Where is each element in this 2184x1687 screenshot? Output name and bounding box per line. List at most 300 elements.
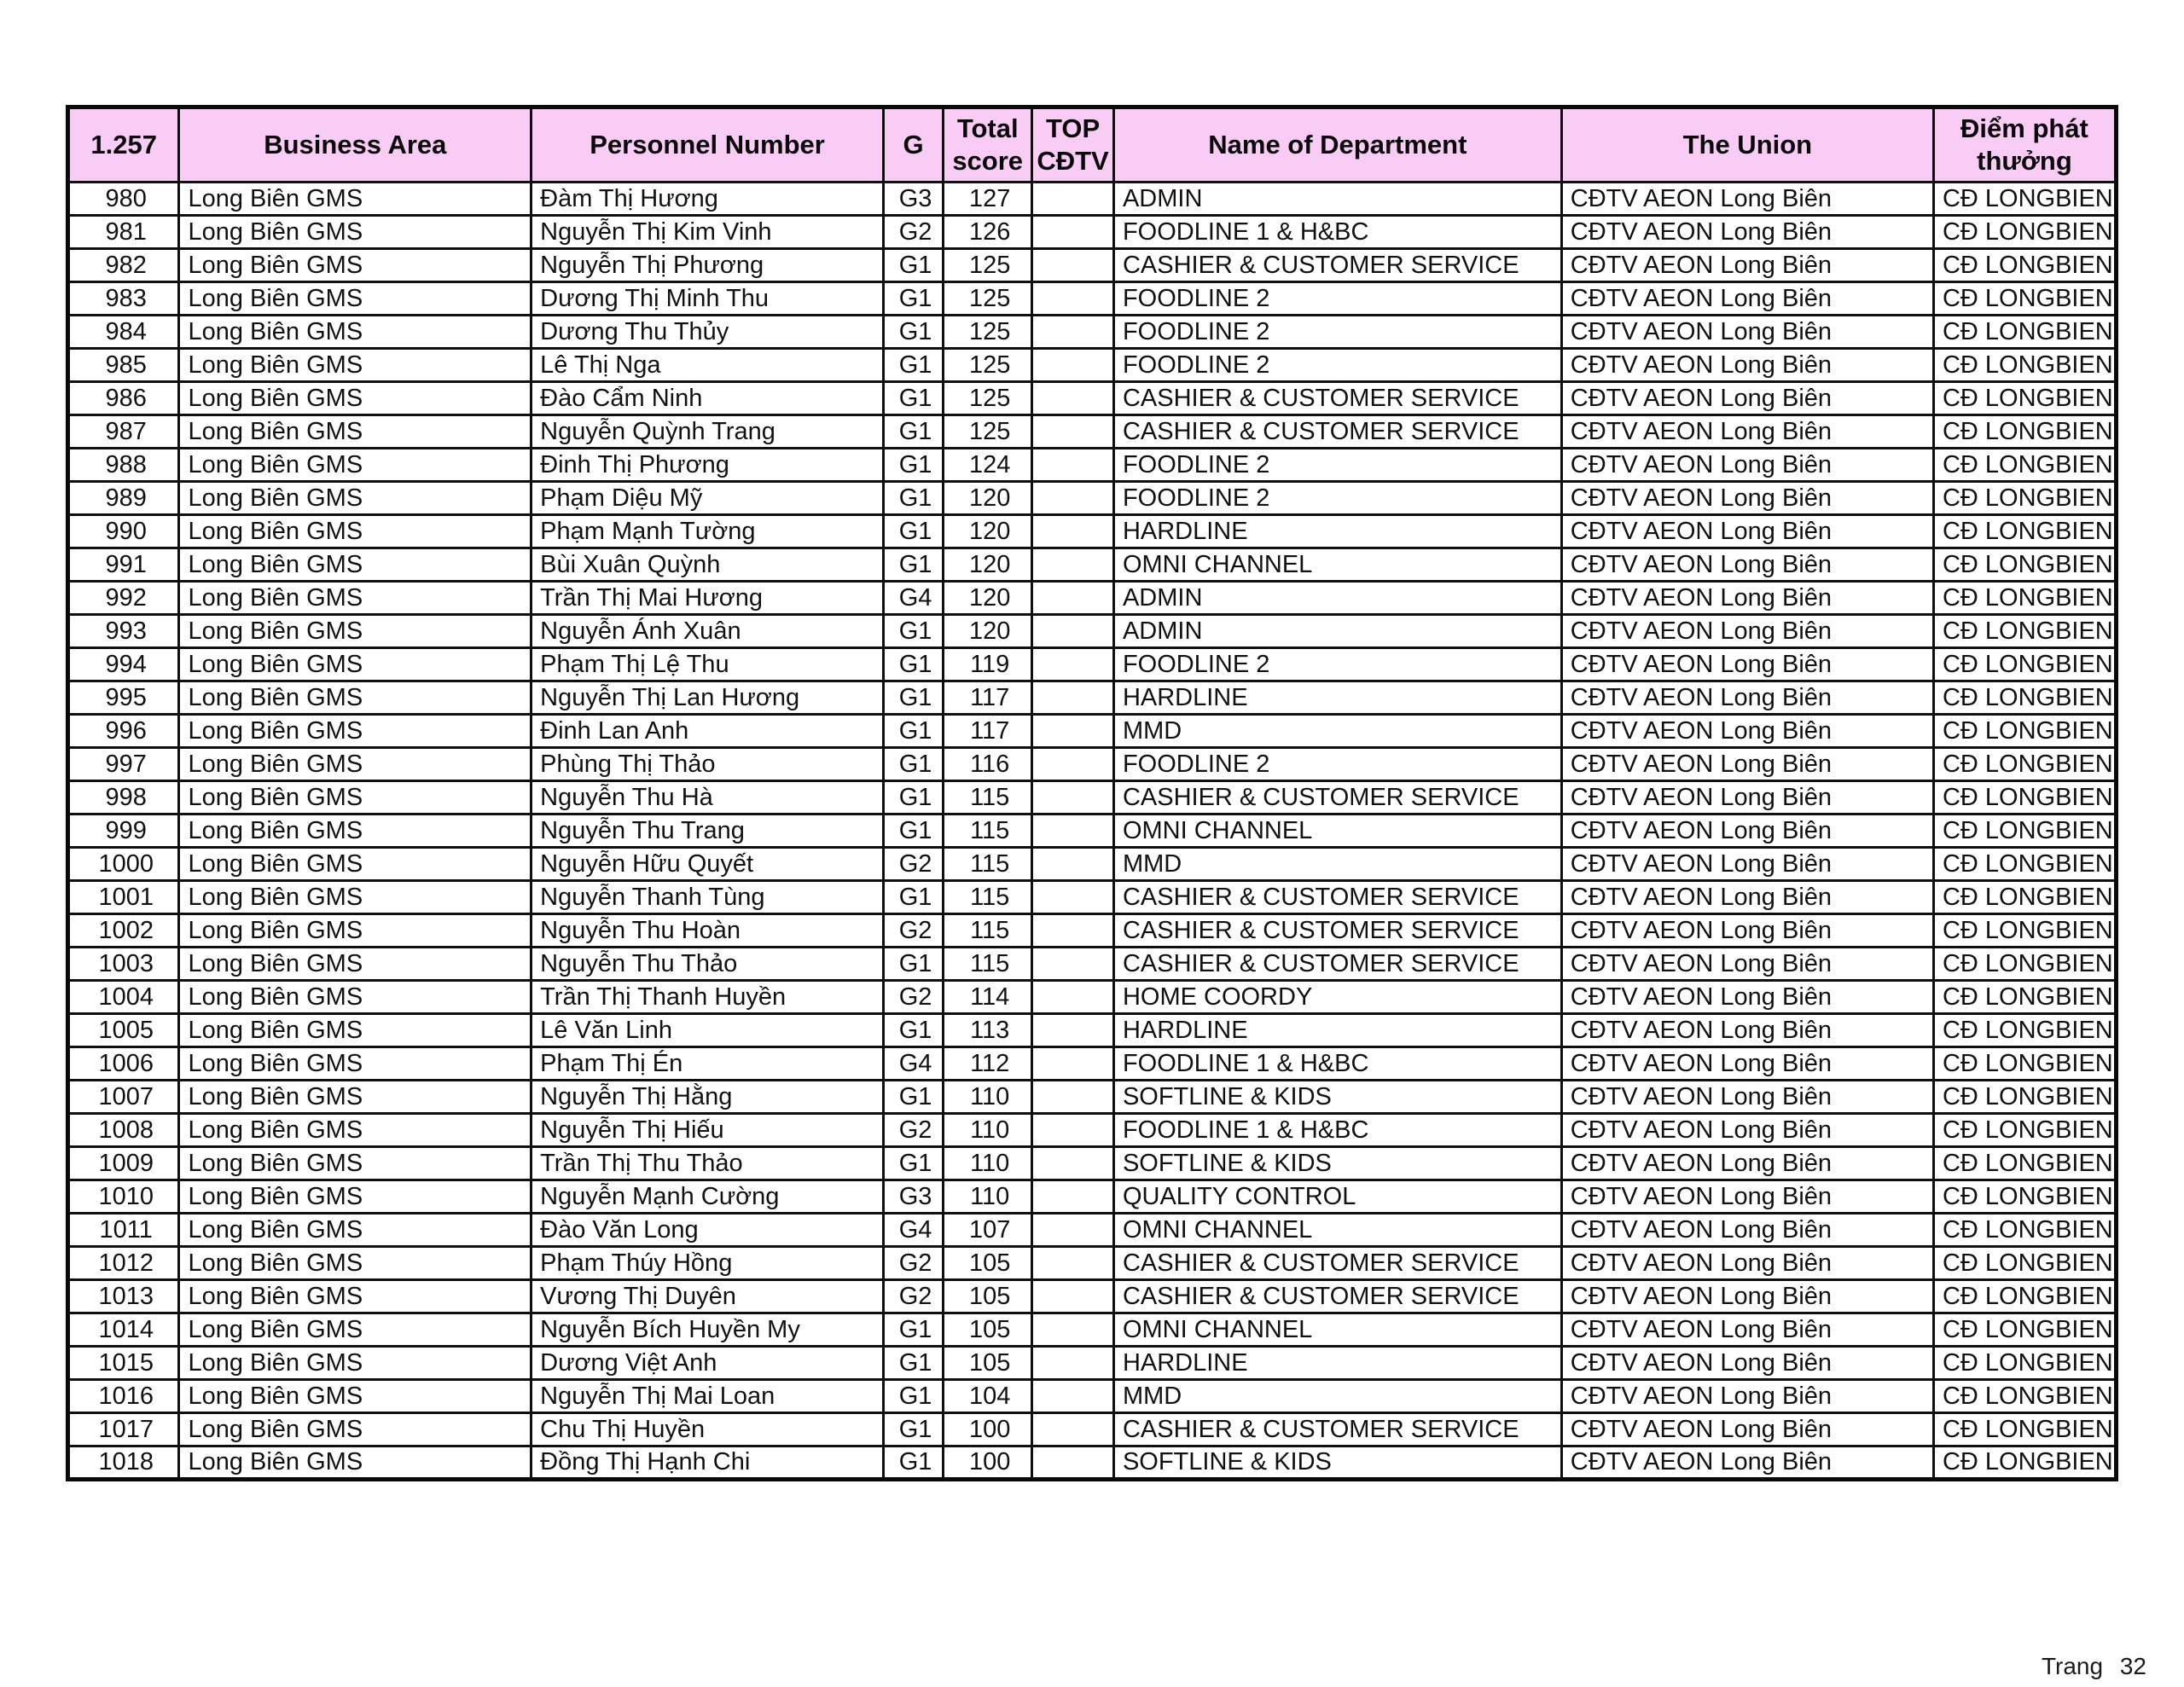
cell-personnel-name: Nguyễn Hữu Quyết	[531, 848, 884, 881]
cell-grade: G1	[883, 881, 943, 914]
cell-business-area: Long Biên GMS	[179, 1180, 531, 1214]
cell-top-cdtv	[1032, 1280, 1114, 1313]
cell-total-score: 114	[944, 981, 1032, 1014]
cell-row-number: 1004	[68, 981, 179, 1014]
cell-union: CĐTV AEON Long Biên	[1561, 1313, 1933, 1347]
cell-union: CĐTV AEON Long Biên	[1561, 249, 1933, 282]
cell-department: FOODLINE 1 & H&BC	[1113, 1047, 1561, 1081]
cell-diem-phat-thuong: CĐ LONGBIEN	[1933, 1214, 2116, 1247]
cell-department: HOME COORDY	[1113, 981, 1561, 1014]
cell-diem-phat-thuong: CĐ LONGBIEN	[1933, 1147, 2116, 1180]
cell-row-number: 1010	[68, 1180, 179, 1214]
cell-diem-phat-thuong: CĐ LONGBIEN	[1933, 1446, 2116, 1480]
table-row	[68, 1247, 2117, 1280]
cell-union: CĐTV AEON Long Biên	[1561, 848, 1933, 881]
cell-top-cdtv	[1032, 582, 1114, 615]
cell-union: CĐTV AEON Long Biên	[1561, 948, 1933, 981]
cell-top-cdtv	[1032, 316, 1114, 349]
cell-grade: G1	[883, 1347, 943, 1380]
cell-department: SOFTLINE & KIDS	[1113, 1081, 1561, 1114]
cell-total-score: 105	[944, 1247, 1032, 1280]
cell-business-area: Long Biên GMS	[179, 449, 531, 482]
cell-total-score: 115	[944, 815, 1032, 848]
cell-department: CASHIER & CUSTOMER SERVICE	[1113, 881, 1561, 914]
cell-total-score: 100	[944, 1413, 1032, 1446]
cell-department: CASHIER & CUSTOMER SERVICE	[1113, 1247, 1561, 1280]
cell-grade: G1	[883, 615, 943, 648]
cell-grade: G1	[883, 1147, 943, 1180]
cell-business-area: Long Biên GMS	[179, 981, 531, 1014]
cell-diem-phat-thuong: CĐ LONGBIEN	[1933, 1380, 2116, 1413]
cell-union: CĐTV AEON Long Biên	[1561, 1180, 1933, 1214]
cell-top-cdtv	[1032, 1214, 1114, 1247]
cell-business-area: Long Biên GMS	[179, 349, 531, 382]
cell-row-number: 993	[68, 615, 179, 648]
cell-top-cdtv	[1032, 183, 1114, 216]
cell-personnel-name: Chu Thị Huyền	[531, 1413, 884, 1446]
cell-total-score: 125	[944, 282, 1032, 316]
cell-top-cdtv	[1032, 615, 1114, 648]
cell-diem-phat-thuong: CĐ LONGBIEN	[1933, 382, 2116, 415]
cell-row-number: 992	[68, 582, 179, 615]
cell-total-score: 115	[944, 781, 1032, 815]
cell-department: SOFTLINE & KIDS	[1113, 1147, 1561, 1180]
table-row	[68, 681, 2117, 715]
cell-business-area: Long Biên GMS	[179, 1380, 531, 1413]
col-header-top-cdtv: TOP CĐTV	[1032, 107, 1114, 183]
cell-business-area: Long Biên GMS	[179, 216, 531, 249]
table-row	[68, 1047, 2117, 1081]
cell-row-number: 996	[68, 715, 179, 748]
cell-union: CĐTV AEON Long Biên	[1561, 881, 1933, 914]
cell-row-number: 998	[68, 781, 179, 815]
cell-row-number: 1003	[68, 948, 179, 981]
cell-diem-phat-thuong: CĐ LONGBIEN	[1933, 981, 2116, 1014]
cell-union: CĐTV AEON Long Biên	[1561, 1214, 1933, 1247]
cell-union: CĐTV AEON Long Biên	[1561, 515, 1933, 548]
cell-grade: G1	[883, 948, 943, 981]
cell-department: CASHIER & CUSTOMER SERVICE	[1113, 781, 1561, 815]
cell-department: FOODLINE 2	[1113, 316, 1561, 349]
cell-department: CASHIER & CUSTOMER SERVICE	[1113, 382, 1561, 415]
cell-personnel-name: Trần Thị Mai Hương	[531, 582, 884, 615]
cell-diem-phat-thuong: CĐ LONGBIEN	[1933, 1413, 2116, 1446]
cell-grade: G2	[883, 914, 943, 948]
cell-union: CĐTV AEON Long Biên	[1561, 1413, 1933, 1446]
table-row	[68, 382, 2117, 415]
cell-business-area: Long Biên GMS	[179, 1446, 531, 1480]
cell-diem-phat-thuong: CĐ LONGBIEN	[1933, 1014, 2116, 1047]
table-row	[68, 1280, 2117, 1313]
col-header-union: The Union	[1561, 107, 1933, 183]
cell-top-cdtv	[1032, 1413, 1114, 1446]
cell-personnel-name: Dương Việt Anh	[531, 1347, 884, 1380]
cell-grade: G1	[883, 449, 943, 482]
cell-total-score: 110	[944, 1081, 1032, 1114]
cell-grade: G2	[883, 1247, 943, 1280]
cell-union: CĐTV AEON Long Biên	[1561, 781, 1933, 815]
table-row	[68, 1081, 2117, 1114]
cell-union: CĐTV AEON Long Biên	[1561, 1047, 1933, 1081]
cell-row-number: 985	[68, 349, 179, 382]
cell-diem-phat-thuong: CĐ LONGBIEN	[1933, 1047, 2116, 1081]
cell-personnel-name: Nguyễn Thị Hằng	[531, 1081, 884, 1114]
cell-top-cdtv	[1032, 1147, 1114, 1180]
cell-row-number: 988	[68, 449, 179, 482]
cell-business-area: Long Biên GMS	[179, 1214, 531, 1247]
cell-top-cdtv	[1032, 648, 1114, 681]
cell-business-area: Long Biên GMS	[179, 881, 531, 914]
cell-top-cdtv	[1032, 815, 1114, 848]
cell-row-number: 986	[68, 382, 179, 415]
cell-grade: G4	[883, 582, 943, 615]
cell-personnel-name: Phùng Thị Thảo	[531, 748, 884, 781]
cell-business-area: Long Biên GMS	[179, 1347, 531, 1380]
cell-department: MMD	[1113, 1380, 1561, 1413]
cell-grade: G1	[883, 681, 943, 715]
cell-diem-phat-thuong: CĐ LONGBIEN	[1933, 781, 2116, 815]
cell-total-score: 104	[944, 1380, 1032, 1413]
cell-department: MMD	[1113, 848, 1561, 881]
cell-row-number: 987	[68, 415, 179, 449]
cell-department: OMNI CHANNEL	[1113, 1214, 1561, 1247]
cell-business-area: Long Biên GMS	[179, 1313, 531, 1347]
cell-business-area: Long Biên GMS	[179, 815, 531, 848]
cell-union: CĐTV AEON Long Biên	[1561, 914, 1933, 948]
table-row	[68, 249, 2117, 282]
cell-row-number: 1012	[68, 1247, 179, 1280]
cell-personnel-name: Nguyễn Thị Phương	[531, 249, 884, 282]
cell-union: CĐTV AEON Long Biên	[1561, 1014, 1933, 1047]
cell-row-number: 1014	[68, 1313, 179, 1347]
cell-union: CĐTV AEON Long Biên	[1561, 548, 1933, 582]
cell-row-number: 989	[68, 482, 179, 515]
cell-grade: G2	[883, 1114, 943, 1147]
cell-diem-phat-thuong: CĐ LONGBIEN	[1933, 1247, 2116, 1280]
table-header-row	[68, 107, 2117, 183]
cell-personnel-name: Nguyễn Thanh Tùng	[531, 881, 884, 914]
cell-total-score: 124	[944, 449, 1032, 482]
cell-diem-phat-thuong: CĐ LONGBIEN	[1933, 948, 2116, 981]
cell-grade: G1	[883, 515, 943, 548]
cell-union: CĐTV AEON Long Biên	[1561, 681, 1933, 715]
cell-row-number: 1005	[68, 1014, 179, 1047]
cell-personnel-name: Nguyễn Thu Thảo	[531, 948, 884, 981]
cell-business-area: Long Biên GMS	[179, 1081, 531, 1114]
cell-personnel-name: Dương Thị Minh Thu	[531, 282, 884, 316]
cell-grade: G1	[883, 1446, 943, 1480]
table-row	[68, 781, 2117, 815]
cell-department: MMD	[1113, 715, 1561, 748]
cell-grade: G2	[883, 1280, 943, 1313]
cell-top-cdtv	[1032, 715, 1114, 748]
table-row	[68, 282, 2117, 316]
cell-business-area: Long Biên GMS	[179, 1014, 531, 1047]
table-row	[68, 316, 2117, 349]
col-header-department: Name of Department	[1113, 107, 1561, 183]
table-row	[68, 1114, 2117, 1147]
cell-total-score: 100	[944, 1446, 1032, 1480]
cell-grade: G1	[883, 648, 943, 681]
cell-diem-phat-thuong: CĐ LONGBIEN	[1933, 415, 2116, 449]
cell-total-score: 110	[944, 1147, 1032, 1180]
cell-union: CĐTV AEON Long Biên	[1561, 748, 1933, 781]
cell-top-cdtv	[1032, 1247, 1114, 1280]
cell-department: OMNI CHANNEL	[1113, 548, 1561, 582]
cell-total-score: 105	[944, 1313, 1032, 1347]
cell-department: FOODLINE 2	[1113, 349, 1561, 382]
table-row	[68, 815, 2117, 848]
cell-grade: G3	[883, 183, 943, 216]
cell-union: CĐTV AEON Long Biên	[1561, 1081, 1933, 1114]
cell-total-score: 119	[944, 648, 1032, 681]
cell-business-area: Long Biên GMS	[179, 948, 531, 981]
cell-personnel-name: Nguyễn Thị Lan Hương	[531, 681, 884, 715]
cell-total-score: 115	[944, 881, 1032, 914]
cell-personnel-name: Nguyễn Bích Huyền My	[531, 1313, 884, 1347]
cell-row-number: 980	[68, 183, 179, 216]
cell-diem-phat-thuong: CĐ LONGBIEN	[1933, 1081, 2116, 1114]
col-header-grade: G	[883, 107, 943, 183]
cell-union: CĐTV AEON Long Biên	[1561, 282, 1933, 316]
cell-total-score: 120	[944, 482, 1032, 515]
table-row	[68, 183, 2117, 216]
cell-row-number: 981	[68, 216, 179, 249]
cell-grade: G1	[883, 1014, 943, 1047]
cell-total-score: 120	[944, 548, 1032, 582]
cell-total-score: 110	[944, 1180, 1032, 1214]
table-row	[68, 914, 2117, 948]
cell-diem-phat-thuong: CĐ LONGBIEN	[1933, 515, 2116, 548]
cell-personnel-name: Phạm Diệu Mỹ	[531, 482, 884, 515]
cell-top-cdtv	[1032, 1081, 1114, 1114]
cell-union: CĐTV AEON Long Biên	[1561, 981, 1933, 1014]
cell-total-score: 117	[944, 681, 1032, 715]
cell-total-score: 116	[944, 748, 1032, 781]
table-row	[68, 748, 2117, 781]
table-row	[68, 1014, 2117, 1047]
cell-union: CĐTV AEON Long Biên	[1561, 349, 1933, 382]
cell-top-cdtv	[1032, 482, 1114, 515]
personnel-score-table	[66, 105, 2118, 1481]
cell-diem-phat-thuong: CĐ LONGBIEN	[1933, 548, 2116, 582]
cell-department: CASHIER & CUSTOMER SERVICE	[1113, 415, 1561, 449]
cell-row-number: 1007	[68, 1081, 179, 1114]
cell-top-cdtv	[1032, 948, 1114, 981]
cell-total-score: 112	[944, 1047, 1032, 1081]
cell-grade: G1	[883, 715, 943, 748]
cell-personnel-name: Trần Thị Thu Thảo	[531, 1147, 884, 1180]
cell-grade: G2	[883, 216, 943, 249]
cell-business-area: Long Biên GMS	[179, 282, 531, 316]
col-header-diem-phat-thuong: Điểm phát thưởng	[1933, 107, 2116, 183]
cell-personnel-name: Vương Thị Duyên	[531, 1280, 884, 1313]
cell-personnel-name: Nguyễn Thị Mai Loan	[531, 1380, 884, 1413]
cell-department: FOODLINE 1 & H&BC	[1113, 216, 1561, 249]
cell-department: CASHIER & CUSTOMER SERVICE	[1113, 948, 1561, 981]
cell-row-number: 983	[68, 282, 179, 316]
cell-grade: G1	[883, 1081, 943, 1114]
cell-diem-phat-thuong: CĐ LONGBIEN	[1933, 349, 2116, 382]
cell-diem-phat-thuong: CĐ LONGBIEN	[1933, 815, 2116, 848]
cell-top-cdtv	[1032, 981, 1114, 1014]
cell-grade: G1	[883, 282, 943, 316]
cell-union: CĐTV AEON Long Biên	[1561, 316, 1933, 349]
cell-business-area: Long Biên GMS	[179, 1147, 531, 1180]
cell-personnel-name: Lê Thị Nga	[531, 349, 884, 382]
cell-grade: G3	[883, 1180, 943, 1214]
cell-business-area: Long Biên GMS	[179, 1047, 531, 1081]
cell-row-number: 1001	[68, 881, 179, 914]
cell-union: CĐTV AEON Long Biên	[1561, 482, 1933, 515]
cell-personnel-name: Đào Văn Long	[531, 1214, 884, 1247]
cell-personnel-name: Nguyễn Thu Hoàn	[531, 914, 884, 948]
table-row	[68, 449, 2117, 482]
cell-grade: G1	[883, 349, 943, 382]
cell-union: CĐTV AEON Long Biên	[1561, 715, 1933, 748]
cell-union: CĐTV AEON Long Biên	[1561, 615, 1933, 648]
table-row	[68, 948, 2117, 981]
cell-diem-phat-thuong: CĐ LONGBIEN	[1933, 449, 2116, 482]
cell-top-cdtv	[1032, 1047, 1114, 1081]
cell-business-area: Long Biên GMS	[179, 615, 531, 648]
cell-department: CASHIER & CUSTOMER SERVICE	[1113, 249, 1561, 282]
cell-personnel-name: Nguyễn Thu Trang	[531, 815, 884, 848]
cell-grade: G1	[883, 382, 943, 415]
cell-top-cdtv	[1032, 548, 1114, 582]
table-row	[68, 1214, 2117, 1247]
cell-business-area: Long Biên GMS	[179, 582, 531, 615]
cell-union: CĐTV AEON Long Biên	[1561, 449, 1933, 482]
cell-department: FOODLINE 2	[1113, 482, 1561, 515]
table-row	[68, 1380, 2117, 1413]
cell-personnel-name: Đồng Thị Hạnh Chi	[531, 1446, 884, 1480]
cell-top-cdtv	[1032, 515, 1114, 548]
table-row	[68, 482, 2117, 515]
cell-top-cdtv	[1032, 349, 1114, 382]
cell-business-area: Long Biên GMS	[179, 482, 531, 515]
cell-top-cdtv	[1032, 449, 1114, 482]
cell-top-cdtv	[1032, 249, 1114, 282]
cell-diem-phat-thuong: CĐ LONGBIEN	[1933, 914, 2116, 948]
cell-department: FOODLINE 2	[1113, 449, 1561, 482]
cell-total-score: 107	[944, 1214, 1032, 1247]
cell-business-area: Long Biên GMS	[179, 249, 531, 282]
cell-business-area: Long Biên GMS	[179, 515, 531, 548]
cell-top-cdtv	[1032, 415, 1114, 449]
cell-top-cdtv	[1032, 382, 1114, 415]
cell-total-score: 120	[944, 582, 1032, 615]
cell-row-number: 1013	[68, 1280, 179, 1313]
table-row	[68, 415, 2117, 449]
cell-personnel-name: Đinh Thị Phương	[531, 449, 884, 482]
cell-business-area: Long Biên GMS	[179, 382, 531, 415]
cell-diem-phat-thuong: CĐ LONGBIEN	[1933, 216, 2116, 249]
table-row	[68, 1147, 2117, 1180]
cell-department: ADMIN	[1113, 183, 1561, 216]
cell-diem-phat-thuong: CĐ LONGBIEN	[1933, 615, 2116, 648]
cell-diem-phat-thuong: CĐ LONGBIEN	[1933, 1114, 2116, 1147]
cell-personnel-name: Đàm Thị Hương	[531, 183, 884, 216]
cell-row-number: 1000	[68, 848, 179, 881]
cell-total-score: 115	[944, 948, 1032, 981]
table-row	[68, 548, 2117, 582]
cell-row-number: 1011	[68, 1214, 179, 1247]
cell-top-cdtv	[1032, 1114, 1114, 1147]
cell-top-cdtv	[1032, 881, 1114, 914]
cell-grade: G1	[883, 316, 943, 349]
cell-diem-phat-thuong: CĐ LONGBIEN	[1933, 748, 2116, 781]
cell-total-score: 125	[944, 249, 1032, 282]
cell-row-number: 982	[68, 249, 179, 282]
table-row	[68, 1413, 2117, 1446]
cell-department: OMNI CHANNEL	[1113, 1313, 1561, 1347]
cell-personnel-name: Trần Thị Thanh Huyền	[531, 981, 884, 1014]
cell-total-score: 125	[944, 316, 1032, 349]
cell-grade: G1	[883, 482, 943, 515]
cell-grade: G1	[883, 748, 943, 781]
cell-diem-phat-thuong: CĐ LONGBIEN	[1933, 648, 2116, 681]
cell-grade: G1	[883, 415, 943, 449]
table-row	[68, 349, 2117, 382]
cell-row-number: 990	[68, 515, 179, 548]
cell-row-number: 1002	[68, 914, 179, 948]
cell-grade: G1	[883, 548, 943, 582]
cell-business-area: Long Biên GMS	[179, 1114, 531, 1147]
cell-top-cdtv	[1032, 1313, 1114, 1347]
cell-diem-phat-thuong: CĐ LONGBIEN	[1933, 1280, 2116, 1313]
cell-personnel-name: Phạm Mạnh Tường	[531, 515, 884, 548]
table-row	[68, 515, 2117, 548]
cell-total-score: 113	[944, 1014, 1032, 1047]
cell-department: SOFTLINE & KIDS	[1113, 1446, 1561, 1480]
cell-department: FOODLINE 2	[1113, 282, 1561, 316]
page-number: Trang 32	[2041, 1653, 2146, 1679]
cell-row-number: 984	[68, 316, 179, 349]
cell-total-score: 105	[944, 1347, 1032, 1380]
cell-union: CĐTV AEON Long Biên	[1561, 815, 1933, 848]
cell-total-score: 125	[944, 349, 1032, 382]
cell-personnel-name: Đinh Lan Anh	[531, 715, 884, 748]
cell-personnel-name: Nguyễn Thu Hà	[531, 781, 884, 815]
cell-top-cdtv	[1032, 748, 1114, 781]
cell-top-cdtv	[1032, 914, 1114, 948]
cell-diem-phat-thuong: CĐ LONGBIEN	[1933, 681, 2116, 715]
cell-business-area: Long Biên GMS	[179, 183, 531, 216]
cell-personnel-name: Phạm Thị Lệ Thu	[531, 648, 884, 681]
cell-diem-phat-thuong: CĐ LONGBIEN	[1933, 482, 2116, 515]
cell-department: ADMIN	[1113, 582, 1561, 615]
cell-union: CĐTV AEON Long Biên	[1561, 183, 1933, 216]
cell-total-score: 117	[944, 715, 1032, 748]
cell-personnel-name: Phạm Thúy Hồng	[531, 1247, 884, 1280]
cell-department: HARDLINE	[1113, 1347, 1561, 1380]
table-row	[68, 648, 2117, 681]
cell-personnel-name: Đào Cẩm Ninh	[531, 382, 884, 415]
cell-top-cdtv	[1032, 1380, 1114, 1413]
table-row	[68, 715, 2117, 748]
cell-total-score: 110	[944, 1114, 1032, 1147]
cell-top-cdtv	[1032, 1014, 1114, 1047]
cell-grade: G1	[883, 1313, 943, 1347]
cell-union: CĐTV AEON Long Biên	[1561, 1114, 1933, 1147]
cell-grade: G4	[883, 1047, 943, 1081]
cell-total-score: 125	[944, 382, 1032, 415]
cell-business-area: Long Biên GMS	[179, 1413, 531, 1446]
cell-department: CASHIER & CUSTOMER SERVICE	[1113, 914, 1561, 948]
cell-top-cdtv	[1032, 1347, 1114, 1380]
cell-department: HARDLINE	[1113, 681, 1561, 715]
